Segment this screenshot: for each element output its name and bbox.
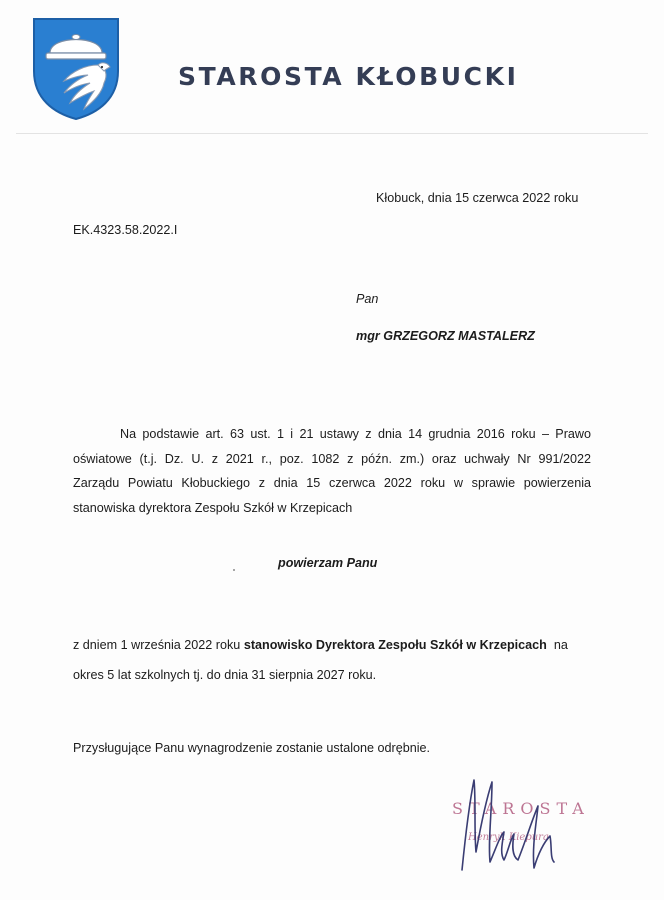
- appointment-paragraph: [73, 630, 591, 690]
- scan-speck: [233, 569, 235, 571]
- header-divider: [16, 133, 648, 134]
- paragraph-line: Na podstawie art. 63 ust. 1 i 21 ustawy z dnia 14 grudnia 2016 roku – Prawo: [120, 427, 591, 441]
- reference-number: EK.4323.58.2022.I: [73, 223, 178, 237]
- handwritten-signature: [462, 780, 554, 870]
- powiat-klobucki-coat-of-arms-icon: [28, 13, 124, 123]
- paragraph-line: oświatowe (t.j. Dz. U. z 2021 r., poz. 1082 z późn. zm.) oraz uchwały Nr 991/2022: [73, 451, 591, 466]
- appointment-suffix: na: [546, 638, 568, 652]
- stamp-title: STAROSTA: [452, 799, 590, 818]
- paragraph-line: stanowiska dyrektora Zespołu Szkół w Krzepicach: [73, 501, 353, 516]
- decision-statement: powierzam Panu: [278, 556, 378, 570]
- appointment-line: [73, 630, 591, 660]
- appointment-position: stanowisko Dyrektora Zespołu Szkół w Krzepicach: [243, 638, 547, 652]
- stamp-name: Henryk Kiepura: [468, 832, 549, 843]
- addressee-name: mgr GRZEGORZ MASTALERZ: [356, 329, 535, 343]
- official-stamp-and-signature: [440, 770, 640, 880]
- addressee-salutation: Pan: [356, 292, 379, 306]
- letterhead-title: STAROSTA KŁOBUCKI: [178, 62, 519, 91]
- appointment-term-line: okres 5 lat szkolnych tj. do dnia 31 sierpnia 2027 roku.: [73, 668, 377, 682]
- place-and-date: Kłobuck, dnia 15 czerwca 2022 roku: [376, 191, 579, 205]
- salary-note: Przysługujące Panu wynagrodzenie zostanie ustalone odrębnie.: [73, 741, 431, 755]
- appointment-date-text: z dniem 1 września 2022 roku: [73, 638, 244, 652]
- legal-basis-paragraph: [73, 422, 591, 521]
- paragraph-line: Zarządu Powiatu Kłobuckiego z dnia 15 czerwca 2022 roku w sprawie powierzenia: [73, 476, 591, 491]
